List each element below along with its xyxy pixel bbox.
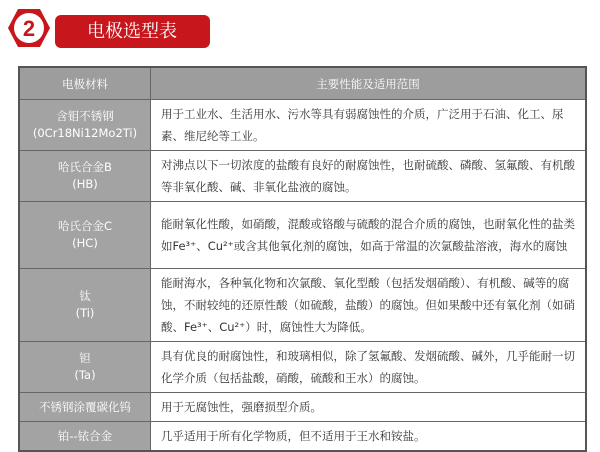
material-code: (Ta): [74, 368, 96, 382]
header-description: 主要性能及适用范围: [151, 67, 587, 100]
description-cell: 用于工业水、生活用水、污水等具有弱腐蚀性的介质，广泛用于石油、化工、尿素、维尼纶等工业。: [151, 100, 587, 151]
material-code: (HB): [72, 177, 98, 191]
material-name: 含钼不锈钢: [56, 109, 114, 123]
material-cell: [19, 100, 151, 151]
material-code: (HC): [72, 236, 98, 250]
description-cell: 能耐海水，各种氧化物和次氯酸、氧化型酸（包括发烟硝酸）、有机酸、碱等的腐蚀，不耐较纯的还原性酸（如硫酸，盐酸）的腐蚀。但如果酸中还有氧化剂（如硝酸、Fe³⁺、Cu²⁺）时，腐蚀性大为降低。: [151, 269, 587, 342]
material-name: 铂--铱合金: [57, 428, 113, 443]
table-row: [19, 422, 586, 452]
material-cell: [19, 202, 151, 269]
material-name: 哈氏合金C: [57, 219, 113, 233]
description-cell: 几乎适用于所有化学物质，但不适用于王水和铵盐。: [151, 422, 587, 452]
table-row: [19, 151, 586, 202]
material-name: 钽: [79, 351, 91, 365]
table-row: [19, 269, 586, 342]
material-code: (0Cr18Ni12Mo2Ti): [32, 126, 138, 140]
table-row: [19, 342, 586, 393]
material-cell: [19, 422, 151, 452]
description-cell: 能耐氧化性酸，如硝酸，混酸或铬酸与硫酸的混合介质的腐蚀，也耐氧化性的盐类如Fe³⁺、Cu²⁺或含其他氧化剂的腐蚀，如高于常温的次氯酸盐溶液，海水的腐蚀: [151, 202, 587, 269]
electrode-selection-table: [18, 66, 587, 452]
material-cell: [19, 393, 151, 422]
description-cell: 对沸点以下一切浓度的盐酸有良好的耐腐蚀性，也耐硫酸、磷酸、氢氟酸、有机酸等非氧化酸、碱、非氧化盐液的腐蚀。: [151, 151, 587, 202]
section-number: 2: [22, 16, 36, 41]
material-code: (Ti): [75, 306, 95, 320]
header-material: 电极材料: [19, 67, 151, 100]
description-cell: 用于无腐蚀性，强磨损型介质。: [151, 393, 587, 422]
table-row: [19, 100, 586, 151]
material-cell: [19, 151, 151, 202]
material-name: 钛: [79, 289, 91, 303]
material-cell: [19, 342, 151, 393]
table-row: [19, 393, 586, 422]
table-row: [19, 202, 586, 269]
material-cell: [19, 269, 151, 342]
section-number-badge: [7, 8, 51, 48]
material-name: 不锈钢涂覆碳化钨: [39, 399, 131, 414]
section-title: 电极选型表: [55, 15, 210, 48]
description-cell: 具有优良的耐腐蚀性，和玻璃相似，除了氢氟酸、发烟硫酸、碱外，几乎能耐一切化学介质（包括盐酸，硝酸，硫酸和王水）的腐蚀。: [151, 342, 587, 393]
material-name: 哈氏合金B: [58, 160, 112, 174]
table-header-row: [19, 67, 586, 100]
